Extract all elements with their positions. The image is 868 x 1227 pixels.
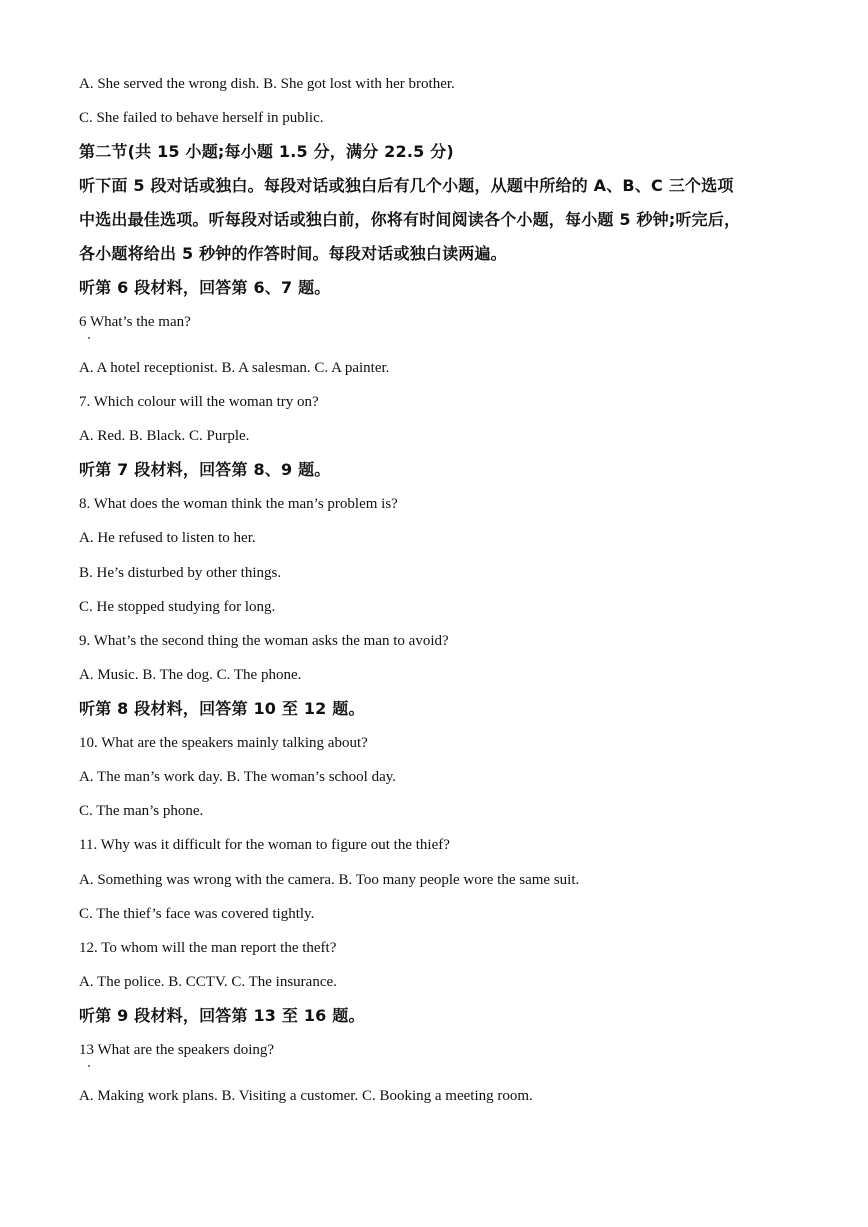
question-13-options: A. Making work plans. B. Visiting a customer. C. Booking a meeting room. (79, 1088, 533, 1104)
question-10-options-ab: A. The man’s work day. B. The woman’s school day. (79, 769, 397, 785)
question-8-option-a: A. He refused to listen to her. (79, 530, 256, 546)
question-13: 13 What are the speakers doing? (79, 1042, 275, 1058)
material-7-heading: 听第 7 段材料，回答第 8、9 题。 (79, 460, 331, 479)
section-instructions-line-1: 听下面 5 段对话或独白。每段对话或独白后有几个小题，从题中所给的 A、B、C 三个选项 (79, 176, 734, 195)
stray-mark (88, 1065, 90, 1067)
question-8-option-c: C. He stopped studying for long. (79, 599, 276, 615)
question-9-options: A. Music. B. The dog. C. The phone. (79, 667, 302, 683)
question-9: 9. What’s the second thing the woman asks the man to avoid? (79, 633, 449, 649)
question-12-options: A. The police. B. CCTV. C. The insurance. (79, 974, 337, 990)
question-7: 7. Which colour will the woman try on? (79, 394, 319, 410)
stray-mark (88, 337, 90, 339)
section-heading: 第二节(共 15 小题;每小题 1.5 分，满分 22.5 分) (79, 142, 454, 161)
section-instructions-line-3: 各小题将给出 5 秒钟的作答时间。每段对话或独白读两遍。 (79, 244, 507, 263)
q5-options-ab: A. She served the wrong dish. B. She got lost with her brother. (79, 76, 455, 92)
material-9-heading: 听第 9 段材料，回答第 13 至 16 题。 (79, 1006, 365, 1025)
section-instructions-line-2: 中选出最佳选项。听每段对话或独白前，你将有时间阅读各个小题，每小题 5 秒钟;听完后， (79, 210, 741, 229)
question-8: 8. What does the woman think the man’s problem is? (79, 496, 398, 512)
question-7-options: A. Red. B. Black. C. Purple. (79, 428, 250, 444)
material-8-heading: 听第 8 段材料，回答第 10 至 12 题。 (79, 699, 365, 718)
question-11: 11. Why was it difficult for the woman to figure out the thief? (79, 837, 450, 853)
question-6-options: A. A hotel receptionist. B. A salesman. C. A painter. (79, 360, 390, 376)
question-10-option-c: C. The man’s phone. (79, 803, 204, 819)
question-12: 12. To whom will the man report the theft? (79, 940, 337, 956)
question-11-option-c: C. The thief’s face was covered tightly. (79, 906, 315, 922)
question-10: 10. What are the speakers mainly talking about? (79, 735, 368, 751)
material-6-heading: 听第 6 段材料，回答第 6、7 题。 (79, 278, 331, 297)
q5-option-c: C. She failed to behave herself in public. (79, 110, 324, 126)
question-11-options-ab: A. Something was wrong with the camera. B. Too many people wore the same suit. (79, 872, 580, 888)
question-6: 6 What’s the man? (79, 314, 191, 330)
question-8-option-b: B. He’s disturbed by other things. (79, 565, 282, 581)
